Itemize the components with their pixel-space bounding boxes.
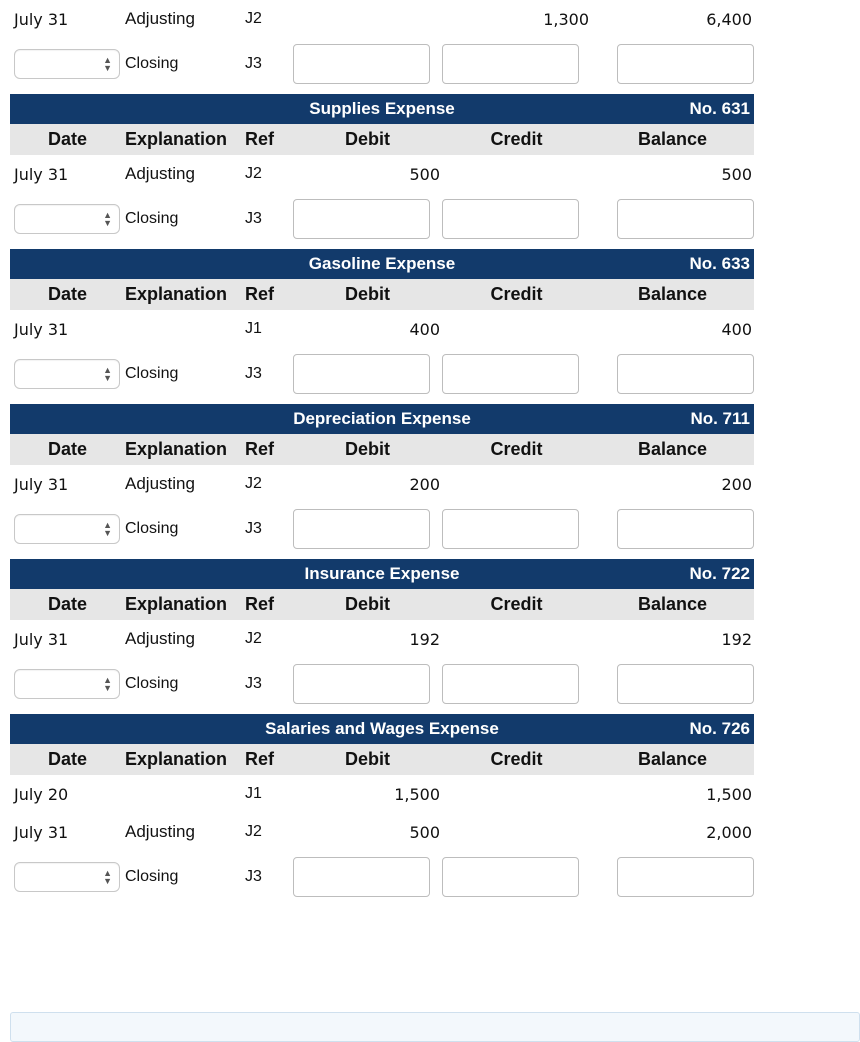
table-row	[10, 775, 754, 813]
account-supplies-expense	[10, 94, 754, 245]
col-ref: Ref	[245, 129, 275, 149]
account-title: Depreciation Expense	[293, 409, 471, 428]
row-balance: 200	[721, 474, 752, 494]
select-arrows-icon: ▲ ▼	[103, 868, 112, 886]
col-explanation: Explanation	[125, 129, 228, 149]
col-date: Date	[47, 129, 87, 149]
row-balance: 6,400	[706, 9, 752, 29]
col-debit: Debit	[345, 284, 390, 304]
row-explanation: Adjusting	[125, 164, 195, 183]
row-ref: J2	[245, 165, 262, 182]
col-debit: Debit	[345, 594, 390, 614]
column-header-row	[10, 589, 754, 620]
closing-row	[10, 851, 754, 903]
col-ref: Ref	[245, 594, 275, 614]
row-ref: J2	[245, 475, 262, 492]
table-row	[10, 620, 754, 658]
account-title: Supplies Expense	[309, 99, 455, 118]
select-arrows-icon: ▲ ▼	[103, 365, 112, 383]
row-explanation: Adjusting	[125, 822, 195, 841]
account-number: No. 711	[690, 409, 750, 428]
closing-debit-input[interactable]	[293, 509, 430, 549]
account-insurance-expense	[10, 559, 754, 710]
closing-balance-input[interactable]	[617, 199, 754, 239]
closing-credit-input[interactable]	[442, 199, 579, 239]
closing-balance-input[interactable]	[617, 857, 754, 897]
row-debit: 500	[409, 822, 440, 842]
closing-row	[10, 503, 754, 555]
account-header	[10, 94, 754, 124]
closing-debit-input[interactable]	[293, 44, 430, 84]
account-number: No. 726	[689, 719, 750, 738]
closing-explanation: Closing	[125, 55, 179, 72]
closing-ref: J3	[245, 365, 262, 382]
select-arrows-icon: ▲ ▼	[103, 675, 112, 693]
closing-ref: J3	[245, 675, 262, 692]
closing-ref: J3	[245, 55, 262, 72]
row-ref: J2	[245, 823, 262, 840]
col-debit: Debit	[345, 129, 390, 149]
col-credit: Credit	[490, 439, 543, 459]
account-title: Insurance Expense	[304, 564, 460, 583]
row-date: July 20	[14, 784, 69, 804]
col-explanation: Explanation	[125, 439, 228, 459]
row-balance: 400	[721, 319, 752, 339]
col-debit: Debit	[345, 749, 390, 769]
closing-credit-input[interactable]	[442, 509, 579, 549]
account-number: No. 722	[689, 564, 750, 583]
col-date: Date	[47, 284, 87, 304]
col-balance: Balance	[637, 129, 708, 149]
row-date: July 31	[14, 164, 69, 184]
row-date: July 31	[14, 9, 69, 29]
closing-date-select[interactable]	[14, 862, 120, 892]
column-header-row	[10, 279, 754, 310]
col-date: Date	[47, 594, 87, 614]
row-explanation: Adjusting	[125, 474, 195, 493]
closing-row	[10, 193, 754, 245]
col-ref: Ref	[245, 284, 275, 304]
row-ref: J1	[245, 785, 262, 802]
row-balance: 2,000	[706, 822, 752, 842]
col-credit: Credit	[490, 284, 543, 304]
row-debit: 192	[409, 629, 440, 649]
row-credit: 1,300	[543, 9, 589, 29]
row-debit: 200	[409, 474, 440, 494]
closing-balance-input[interactable]	[617, 664, 754, 704]
row-balance: 500	[721, 164, 752, 184]
table-row	[10, 155, 754, 193]
closing-explanation: Closing	[125, 868, 179, 885]
account-header	[10, 559, 754, 589]
table-row	[10, 310, 754, 348]
closing-ref: J3	[245, 210, 262, 227]
col-ref: Ref	[245, 749, 275, 769]
row-debit: 1,500	[394, 784, 440, 804]
col-balance: Balance	[637, 439, 708, 459]
account-title: Salaries and Wages Expense	[265, 719, 499, 738]
footer-panel	[10, 1012, 860, 1042]
column-header-row	[10, 434, 754, 465]
col-explanation: Explanation	[125, 594, 228, 614]
col-date: Date	[47, 439, 87, 459]
col-credit: Credit	[490, 129, 543, 149]
row-date: July 31	[14, 629, 69, 649]
ledger-accounts	[10, 0, 754, 903]
closing-ref: J3	[245, 520, 262, 537]
account-title: Gasoline Expense	[308, 254, 456, 273]
col-balance: Balance	[637, 749, 708, 769]
closing-balance-input[interactable]	[617, 44, 754, 84]
col-ref: Ref	[245, 439, 275, 459]
select-arrows-icon: ▲ ▼	[103, 55, 112, 73]
closing-debit-input[interactable]	[293, 199, 430, 239]
closing-credit-input[interactable]	[442, 354, 579, 394]
account-header	[10, 714, 754, 744]
closing-date-select[interactable]	[14, 49, 120, 79]
col-date: Date	[47, 749, 87, 769]
row-date: July 31	[14, 319, 69, 339]
col-balance: Balance	[637, 594, 708, 614]
closing-credit-input[interactable]	[442, 664, 579, 704]
table-row	[10, 0, 754, 38]
closing-date-select[interactable]	[14, 514, 120, 544]
closing-row	[10, 658, 754, 710]
closing-balance-input[interactable]	[617, 509, 754, 549]
closing-explanation: Closing	[125, 675, 179, 692]
row-debit: 500	[409, 164, 440, 184]
row-ref: J2	[245, 10, 262, 27]
account-number: No. 631	[689, 99, 750, 118]
row-date: July 31	[14, 822, 69, 842]
row-debit: 400	[409, 319, 440, 339]
closing-balance-input[interactable]	[617, 354, 754, 394]
account-number: No. 633	[689, 254, 750, 273]
col-balance: Balance	[637, 284, 708, 304]
row-balance: 1,500	[706, 784, 752, 804]
account-gasoline-expense	[10, 249, 754, 400]
table-row	[10, 465, 754, 503]
column-header-row	[10, 744, 754, 775]
closing-date-select[interactable]	[14, 204, 120, 234]
row-explanation: Adjusting	[125, 9, 195, 28]
row-date: July 31	[14, 474, 69, 494]
account-header	[10, 404, 754, 434]
closing-explanation: Closing	[125, 210, 179, 227]
select-arrows-icon: ▲ ▼	[103, 520, 112, 538]
row-balance: 192	[721, 629, 752, 649]
select-arrows-icon: ▲ ▼	[103, 210, 112, 228]
closing-row	[10, 38, 754, 90]
closing-debit-input[interactable]	[293, 857, 430, 897]
closing-row	[10, 348, 754, 400]
row-ref: J2	[245, 630, 262, 647]
column-header-row	[10, 124, 754, 155]
col-credit: Credit	[490, 749, 543, 769]
row-ref: J1	[245, 320, 262, 337]
closing-explanation: Closing	[125, 520, 179, 537]
closing-debit-input[interactable]	[293, 664, 430, 704]
account-header	[10, 249, 754, 279]
account-salaries-and-wages-expense	[10, 714, 754, 903]
table-row	[10, 813, 754, 851]
closing-credit-input[interactable]	[442, 857, 579, 897]
col-credit: Credit	[490, 594, 543, 614]
col-debit: Debit	[345, 439, 390, 459]
closing-ref: J3	[245, 868, 262, 885]
col-explanation: Explanation	[125, 284, 228, 304]
closing-date-select[interactable]	[14, 359, 120, 389]
account-depreciation-expense	[10, 404, 754, 555]
row-explanation: Adjusting	[125, 629, 195, 648]
closing-credit-input[interactable]	[442, 44, 579, 84]
closing-explanation: Closing	[125, 365, 179, 382]
closing-debit-input[interactable]	[293, 354, 430, 394]
closing-date-select[interactable]	[14, 669, 120, 699]
account-fragment-top	[10, 0, 754, 90]
col-explanation: Explanation	[125, 749, 228, 769]
